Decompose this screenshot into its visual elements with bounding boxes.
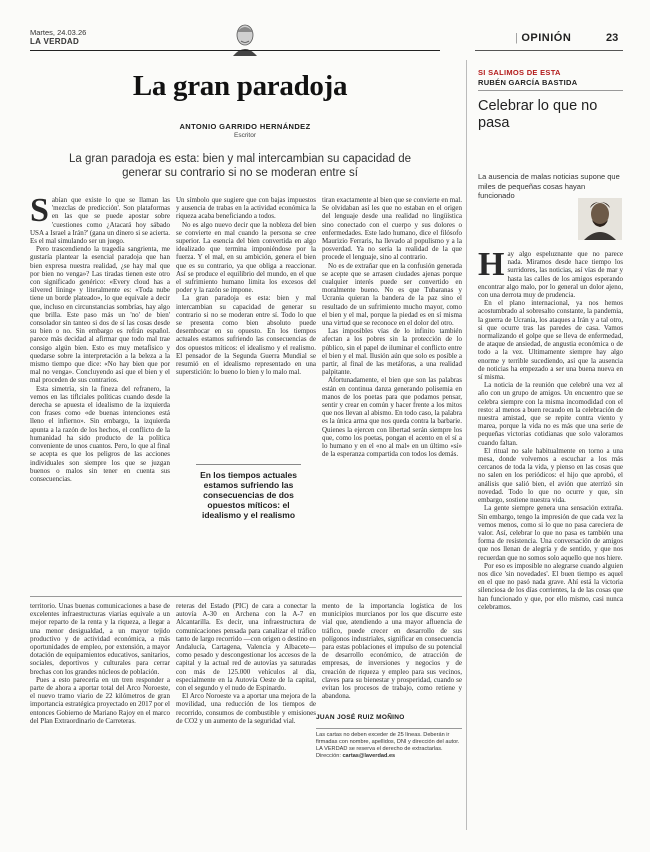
columnist-portrait-icon: [578, 198, 622, 240]
letter-column-3: [322, 602, 462, 710]
header-date: Martes, 24.03.26: [30, 28, 87, 37]
article-subtitle: La gran paradoja es esta: bien y mal intercambian su capacidad de generar su contrario si no se moderan entre sí: [68, 153, 412, 179]
letter-paragraph: Pues a esto parecería en un tren responder a parte de ahora a aportar total del Arco Noroeste, el nuevo tramo viario de 22 kilómetros de gran importancia estratégica proyectado en 2017 por el entonces Gobierno de Mariano Rajoy en el marco del Plan Extraordinario de Carreteras.: [30, 675, 170, 725]
section-separator: |: [515, 32, 519, 44]
header-rule: [30, 50, 440, 51]
letter-paragraph: El Arco Noroeste va a aportar una mejora de la movilidad, una reducción de los tiempos de recorrido, consumos de combustible y emisiones de CO2 y un aumento de la seguridad vial.: [176, 692, 316, 725]
section-separator-rule: [30, 596, 462, 597]
header-rule-right: [475, 50, 623, 51]
article-paragraph: Sabían que existe lo que se llaman las 'mezclas de predicción'. Son plataformas en las que se puede apostar sobre 'cuestiones como ¿Atacará hoy sábado USA a Israel a Irán?' (gana un dinero si se acierta. Es el mal simulando ser un juego.: [30, 196, 170, 246]
article-paragraph: La gran paradoja es esta: bien y mal intercambian su capacidad de generar su contrario si no se moderan entre sí. Todo lo que se presenta como bien absoluto puede desembocar en su opuesto. En los tiempos actuales estamos sufriendo las consecuencias de dos opuestos míticos: el idealismo y el realismo. El pensador de la Segunda Guerra Mundial se resumió en el idealismo representado en una superstición: lo bueno lo bien y lo malo mal.: [176, 294, 316, 377]
column-paragraph: El ritual no sale habitualmente en torno a una mesa, donde volvemos a escuchar a los más cercanos de toda la vida, y pienso en las cosas que no salen en los periódicos: el hijo que aprobó, el análisis que salió bien, el avión que aterrizó sin novedad. Todo lo que no ocurre y que, sin embargo, sostiene nuestra vida.: [478, 446, 623, 505]
letter-paragraph: reteras del Estado (PIC) de cara a conectar la autovía A-30 en Archena con la A-7 en Alcantarilla. Es decir, una infraestructura de comunicaciones pensada para canalizar el tráfico tanto de largo recorrido —con origen o destino en Andalucía, Cartagena, Valencia y Albacete— como pesado y descongestionar los accesos de la capital y la actual red de autovías ya saturadas con más de 125.000 vehículos al día, especialmente en la Autovía Oeste de la capital, con el segundo y el nudo de Espinardo.: [176, 602, 316, 693]
column-divider: [466, 60, 467, 830]
letter-column-2: [176, 602, 316, 830]
article-paragraph: No es algo nuevo decir que la nobleza del bien se convierte en mal cuando la persona se cree superior. La esencia del bien convertida en algo idealizado que termina imponiéndose por la fuerza. Y el mal, en su ambición, genera el bien que es su contrario, ya que obliga a reaccionar. Así se produce el equilibrio del mundo, en el que el sufrimiento humano limita los excesos del poder y la razón se impone.: [176, 220, 316, 295]
article-column-1: [30, 196, 170, 592]
article-author-role: Escritor: [233, 132, 257, 139]
header-paper-name: LA VERDAD: [30, 37, 80, 46]
section-label: [515, 32, 571, 44]
header-dateline: [30, 28, 86, 46]
article-paragraph: tiran exactamente al bien que se convierte en mal. Se olvidaban así les que no estaban en el origen del lenguaje desde una realidad no lingüística sino conectado con el cuerpo y sus dolores o enfermedades. Este lado humano, dice el filósofo Maurizio Ferraris, ha llevado al populismo y a la posverdad. Ya no sería la realidad de la que procede el lenguaje, sino al contrario.: [322, 196, 462, 262]
column-title: Celebrar lo que no pasa: [478, 98, 598, 131]
letter-column-1: [30, 602, 170, 830]
article-column-2: [176, 196, 316, 458]
letters-note-text: Las cartas no deben exceder de 25 líneas. Deberán ir firmadas con nombre, apellidos, DNI y dirección del autor. LA VERDAD se reserva el derecho de extractarlas. Dirección:: [316, 732, 460, 759]
column-rule: [478, 90, 623, 91]
article-paragraph: Pero trascendiendo la tragedia sangrienta, me gustaría plantear la esencial paradoja que han bien expresa nuestra realidad, ¿se hay mal que por bien no venga»? Las tiradas tienen este otro con significado genérico: «Every cloud has a silvered lining» y literalmente es: «Toda nube tiene un borde plateado», lo que equivale a decir que, incluso en circunstancias sombrías, hay algo que brilla. Este paso más un 'no' de bien' consolador sin tanteo si dos de sí las cosas desde su bien o no. Sin embargo es refrán español. parece más decidad al afirmar que todo mal trae consigo algún bien. Esto es muy metafísico y quedarse sobre la interpretación a la beleza a la mismo tiempo que dice: «No hay bien que por mal no venga». Concluyendo así que el bien y el mal proceden de sus contrarios.: [30, 245, 170, 385]
column-drop-cap: H: [478, 250, 505, 283]
column-paragraph: En el plano internacional, ya nos hemos acostumbrado al sobresalto constante, la pandemia, la guerra de Ucrania, los ataques a Irán y a tal otro, si que ocurre tras las paredes de casa. Vamos normalizando el golpe que se lleva de enfermedad, de ataque de ansiedad, de angustia económica o de todo a la vez. Ultimamente siempre hay algo enorme y terrible sucediendo, así que la ausencia de noticias ha empezado a ser una buena nueva en sí misma.: [478, 299, 623, 382]
article-column-3: [322, 196, 462, 592]
section-name: OPINIÓN: [521, 32, 572, 44]
column-body: [478, 250, 623, 832]
article-title: La gran paradoja: [132, 70, 348, 102]
article-paragraph: Las imposibles vías de lo infinito también afectan a los pobres sin la protección de lo público, sin el papel de iluminar el conflicto entre el bien y el mal. Ilusión aún que solo es posible a partir, al final de las metáforas, a una realidad palpitante.: [322, 327, 462, 377]
drop-cap: S: [30, 196, 49, 229]
letters-note: [316, 728, 462, 760]
pullquote: En los tiempos actuales estamos sufriendo las consecuencias de dos opuestos míticos: el idealismo y el realismo: [200, 470, 297, 520]
letter-signature: JUAN JOSÉ RUIZ MOÑINO: [316, 714, 405, 721]
column-author: RUBÉN GARCÍA BASTIDA: [478, 78, 578, 87]
article-author: ANTONIO GARRIDO HERNÁNDEZ: [179, 122, 311, 131]
page-number: 23: [606, 32, 619, 44]
column-paragraph: Hay algo espeluznante que no parece nada. Miramos desde hace tiempo los surridores, las noticias, así vías de mar y hasta las calles de los amigos esperando encontrar algo malo, por lo general un dolor ajeno, con una derrota muy de prudencia.: [478, 250, 623, 300]
article-paragraph: Un símbolo que sugiere que con bajas impuestos y ausencia de trabas en la actividad económica la riqueza acaba beneficiando a todos.: [176, 196, 316, 221]
column-kicker: SI SALIMOS DE ESTA: [478, 68, 561, 77]
letter-paragraph: territorio. Unas buenas comunicaciones a base de excelentes infraestructuras viarias equivale a un mejor reparto de la renta y la riqueza, a llegar a una menor desigualdad, a un mayor tejido productivo y de actividad económica, a más oportunidades de empleo, por extensión, a mayor dotación de equipamientos educativos, sanitarios, sociales, deportivos y culturales para cerrar brechas con los grandes núcleos de población.: [30, 602, 170, 676]
column-paragraph: Por eso es imposible no alegrarse cuando alguien nos dice 'sin novedades'. El buen tiempo es aquel en el que no pasó nada grave. Ahí está la victoria silenciosa de los días corrientes, la de las cosas que han funcionado y que, por ello mismo, casi nunca celebramos.: [478, 561, 623, 611]
pullquote-rule: [196, 464, 301, 465]
letter-paragraph: mento de la importancia logística de los municipios murcianos por los que discurre este vial que, atendiendo a una mayor afluencia de tráfico, puede crecer en desarrollo de sus polígonos industriales, significar en consecuencia para estas poblaciones el impulso de su potencial de desarrollo económico, de atracción de empresas, de inversiones y negocios y de creación de riqueza y empleo para sus vecinos, claves para su bienestar y prosperidad, cuando se evitan los procesos de trabajo, como retiene y abandona.: [322, 602, 462, 701]
article-paragraph: No es de extrañar que en la confusión generada se acepte que se arrasen ciudades ajenas porque cualquier interés puede ser convertido en moralmente bueno. No es que Tubaranas y Ucrania quieran la bandera de la paz sino el resultado de un sufrimiento mucho mayor, como el bien y el mal, porque la piedad es en sí misma una virtud que se reconoce en el dolor del otro.: [322, 261, 462, 328]
article-paragraph: Esta simetría, sin la fineza del refranero, la vemos en las tiflciales políticas cuando desde la derecha se apuesta el idealismo de la izquierda con frases como «de buenas intenciones está lleno el infierno». Sin embargo, la izquierda apunta a la razón de los hechos, el conflicto de la humanidad ha sido producto de la política conveniente de unos cuantos. Pero, lo que al final se acepta es que los peligros de las acciones individuales son siempre los que se juzgan buenos o malos sin tener en cuenta sus consecuencias.: [30, 384, 170, 483]
article-paragraph: Afortunadamente, el bien que son las palabras están en continua danza generando polisemia en manos de los poetas para que podamos pensar, sentir y crear en común y hacer frente a los mitos que nos llevan al abismo. En todo caso, la palabra es la única arma que nos queda contra la barbarie. Quienes la ejercen con libertad serán siempre los que, como los poetas, pongan el acento en el sí a lo humano y en el «no al mal» en un último «sí» de la esperanza compartida con todos los demás.: [322, 376, 462, 459]
column-paragraph: La gente siempre genera una sensación extraña. Sin embargo, tengo la impresión de que cada vez la vemos menos, como si lo que no pasa careciera de valor. Así, celebrar lo que no pasa es también una forma de resistencia. Una conversación de amigos que nos llenan de alegría y de sentido, y que nos recuerdan que no somos solo aquello que nos hiere.: [478, 504, 623, 562]
letters-email-link[interactable]: cartas@laverdad.es: [342, 753, 396, 759]
column-subtitle: La ausencia de malas noticias supone que miles de pequeñas cosas hayan funcionado: [478, 172, 620, 200]
column-paragraph: La noticia de la reunión que celebré una vez al año con un grupo de amigos. Un encuentro que se celebra siempre con la misma incomodidad con el resto: al menos a buen recaudo en la celebración de nuestra amistad, que se repite contra viento y marea, porque la vida no es más que una serie de pequeñas victorias cotidianas que solo valoramos cuando faltan.: [478, 381, 623, 447]
